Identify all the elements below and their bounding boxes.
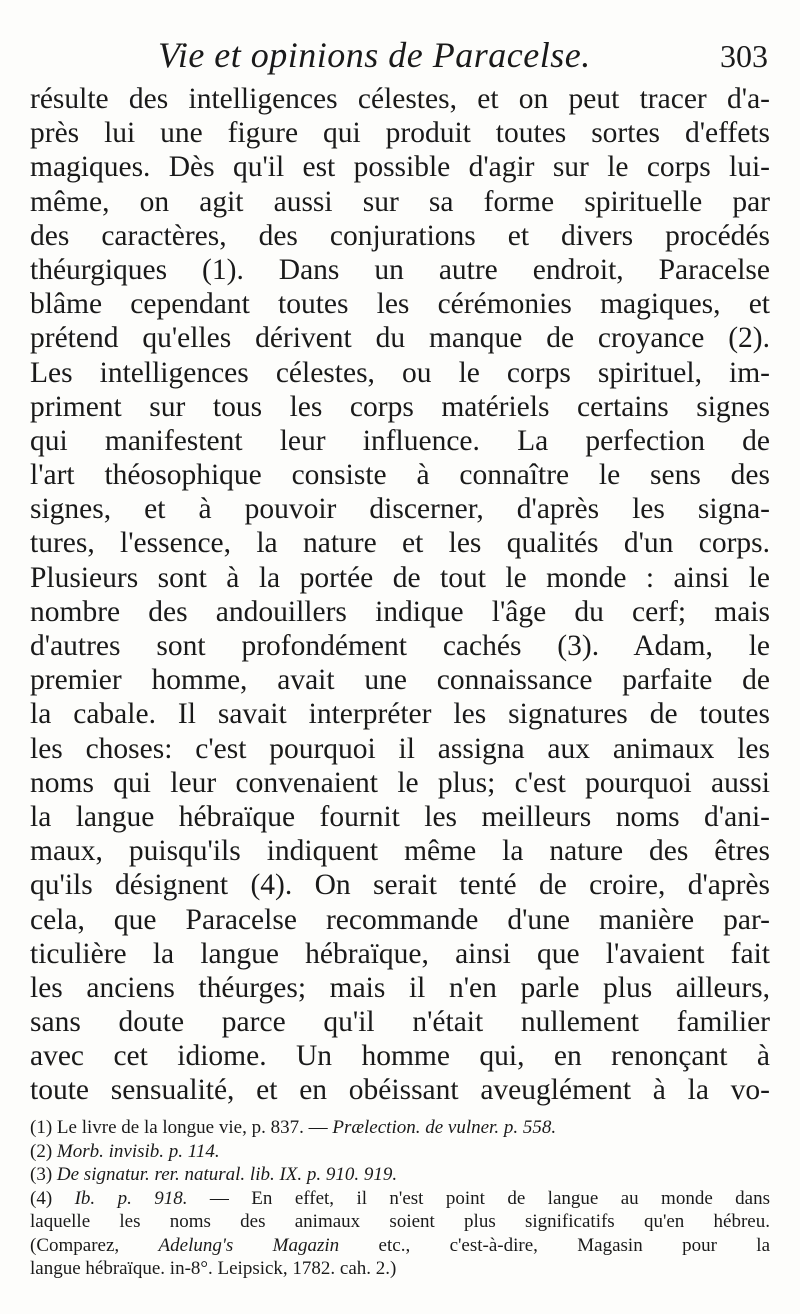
footnote-2-citation: Morb. invisib. p. 114. <box>56 1140 220 1162</box>
footnote-3-citation: De signatur. rer. natural. lib. IX. p. 910. 919. <box>56 1164 398 1185</box>
footnote-4-magazine-title: Adelung's Magazin <box>158 1234 340 1256</box>
body-line: priment sur tous les corps matériels certains signes <box>30 390 770 423</box>
footnote-1-citation: Prælection. de vulner. p. 558. <box>332 1117 557 1138</box>
body-line: ticulière la langue hébraïque, ainsi que l'avaient fait <box>30 937 770 970</box>
footnote-4-text: — En effet, il n'est point de langue au monde dans <box>187 1187 771 1209</box>
body-line: la langue hébraïque fournit les meilleurs noms d'ani- <box>30 800 770 833</box>
footnote-4-magazine-gloss: etc., c'est-à-dire, Magasin pour la <box>339 1234 770 1256</box>
body-line: blâme cependant toutes les cérémonies magiques, et <box>30 288 770 321</box>
body-line: résulte des intelligences célestes, et on peut tracer d'a- <box>30 83 770 115</box>
page-number: 303 <box>720 38 768 74</box>
body-line: toute sensualité, et en obéissant aveuglément à la vo- <box>30 1074 770 1107</box>
body-line: maux, puisqu'ils indiquent même la nature des êtres <box>30 835 770 868</box>
body-line: nombre des andouillers indique l'âge du cerf; mais <box>30 595 770 628</box>
footnote-4-line-2: laquelle les noms des animaux soient plus significatifs qu'en hébreu. <box>30 1211 770 1232</box>
body-line: magiques. Dès qu'il est possible d'agir sur le corps lui- <box>30 151 770 184</box>
running-title: Vie et opinions de Paracelse. <box>158 35 591 75</box>
footnote-4-marker: (4) <box>30 1187 75 1209</box>
footnote-2 <box>30 1140 770 1164</box>
body-line: des caractères, des conjurations et divers procédés <box>30 219 770 252</box>
footnote-1-text: (1) Le livre de la longue vie, p. 837. — <box>30 1117 333 1138</box>
footnote-4-line-4: langue hébraïque. in-8°. Leipsick, 1782. cah. 2.) <box>30 1258 397 1279</box>
footnote-2-marker: (2) <box>30 1140 57 1162</box>
footnote-4-compare: (Comparez, <box>30 1234 159 1256</box>
body-line: Les intelligences célestes, ou le corps spirituel, im- <box>30 356 770 389</box>
body-line: tures, l'essence, la nature et les qualités d'un corps. <box>30 527 770 560</box>
body-line: cela, que Paracelse recommande d'une manière par- <box>30 903 770 936</box>
footnotes <box>30 1116 770 1281</box>
body-line: théurgiques (1). Dans un autre endroit, Paracelse <box>30 253 770 286</box>
body-line: l'art théosophique consiste à connaître le sens des <box>30 459 770 492</box>
body-line: qu'ils désignent (4). On serait tenté de croire, d'après <box>30 869 770 902</box>
body-line: noms qui leur convenaient le plus; c'est pourquoi aussi <box>30 766 770 799</box>
body-line: qui manifestent leur influence. La perfection de <box>30 424 770 457</box>
footnote-3-marker: (3) <box>30 1164 57 1185</box>
body-text <box>30 82 770 1108</box>
body-line: Plusieurs sont à la portée de tout le monde : ainsi le <box>30 561 770 594</box>
body-line: avec cet idiome. Un homme qui, en renonçant à <box>30 1040 770 1073</box>
footnote-3 <box>30 1163 770 1187</box>
running-head <box>30 34 770 84</box>
body-line: les anciens théurges; mais il n'en parle plus ailleurs, <box>30 971 770 1004</box>
body-line: signes, et à pouvoir discerner, d'après les signa- <box>30 493 770 526</box>
footnote-1 <box>30 1116 770 1140</box>
body-line: même, on agit aussi sur sa forme spirituelle par <box>30 185 770 218</box>
body-line: sans doute parce qu'il n'était nullement familier <box>30 1006 770 1039</box>
body-line: près lui une figure qui produit toutes sortes d'effets <box>30 117 770 150</box>
body-line: d'autres sont profondément cachés (3). Adam, le <box>30 630 770 662</box>
footnote-4 <box>30 1187 770 1211</box>
body-line: la cabale. Il savait interpréter les signatures de toutes <box>30 698 770 731</box>
footnote-4-citation: Ib. p. 918. <box>74 1187 188 1209</box>
body-line: premier homme, avait une connaissance parfaite de <box>30 664 770 697</box>
footnote-4-line-3 <box>30 1234 770 1258</box>
body-line: prétend qu'elles dérivent du manque de croyance (2). <box>30 322 770 355</box>
body-line: les choses: c'est pourquoi il assigna aux animaux les <box>30 732 770 765</box>
